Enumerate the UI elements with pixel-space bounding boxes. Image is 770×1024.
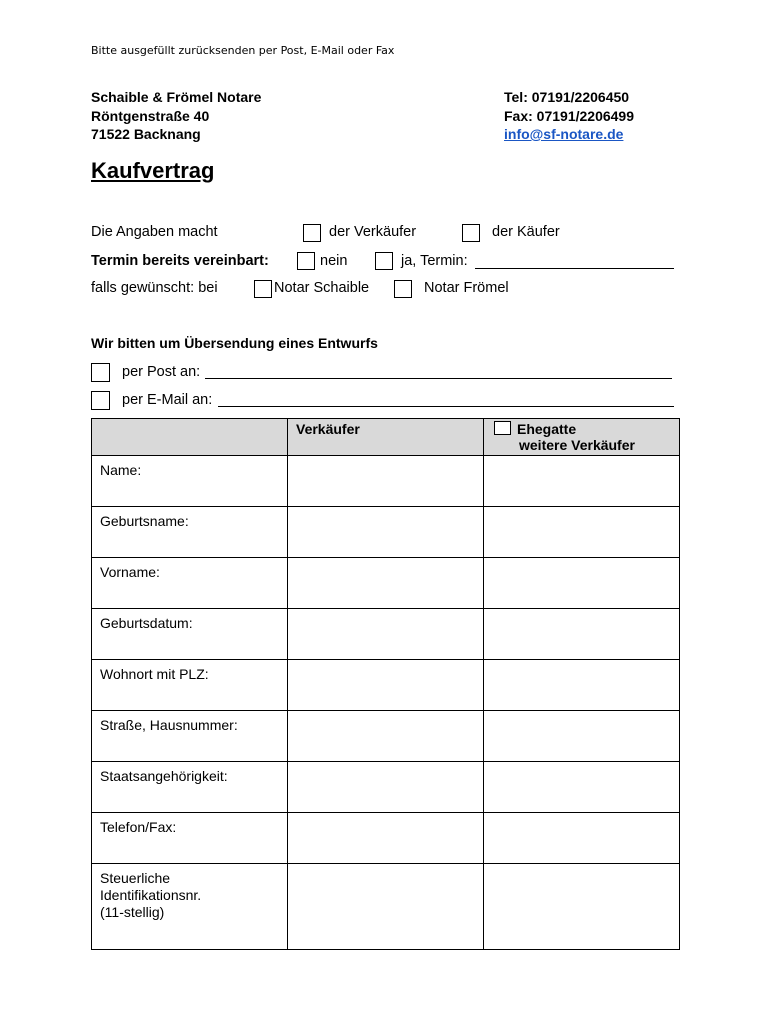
row-label: Wohnort mit PLZ: [92, 660, 288, 711]
header-spouse-line1: Ehegatte [517, 421, 577, 437]
angaben-label: Die Angaben macht [91, 224, 218, 240]
row-label: Telefon/Fax: [92, 813, 288, 864]
entwurf-heading: Wir bitten um Übersendung eines Entwurfs [91, 335, 378, 351]
seller-input-cell[interactable] [288, 507, 484, 558]
notary-contact [504, 88, 634, 144]
seller-input-cell[interactable] [288, 558, 484, 609]
row-label: Vorname: [92, 558, 288, 609]
checkbox-per-post[interactable] [91, 363, 110, 382]
checkbox-ehegatte[interactable] [494, 421, 511, 435]
notar-froemel-label: Notar Frömel [424, 280, 509, 296]
table-row [92, 711, 680, 762]
seller-input-cell[interactable] [288, 711, 484, 762]
termin-ja-label: ja, Termin: [401, 253, 468, 269]
table-row [92, 762, 680, 813]
termin-date-line[interactable] [475, 268, 674, 269]
per-post-line[interactable] [205, 378, 672, 379]
table-row [92, 813, 680, 864]
checkbox-verkaeufer[interactable] [303, 224, 321, 242]
tax-id-label-line3: (11-stellig) [100, 904, 165, 920]
option-kaeufer-label: der Käufer [492, 224, 560, 240]
seller-input-cell[interactable] [288, 813, 484, 864]
page-title: Kaufvertrag [91, 158, 215, 183]
seller-input-cell[interactable] [288, 762, 484, 813]
table-row [92, 507, 680, 558]
termin-nein-label: nein [320, 253, 348, 269]
spouse-input-cell[interactable] [484, 864, 680, 950]
table-row [92, 660, 680, 711]
table-header-row [92, 419, 680, 456]
contact-fax: Fax: 07191/2206499 [504, 107, 634, 124]
instruction-note: Bitte ausgefüllt zurücksenden per Post, E-Mail oder Fax [91, 44, 395, 57]
checkbox-per-email[interactable] [91, 391, 110, 410]
checkbox-kaeufer[interactable] [462, 224, 480, 242]
per-email-label: per E-Mail an: [122, 392, 213, 408]
seller-input-cell[interactable] [288, 609, 484, 660]
spouse-input-cell[interactable] [484, 456, 680, 507]
row-label: Name: [92, 456, 288, 507]
contact-tel: Tel: 07191/2206450 [504, 89, 630, 105]
spouse-input-cell[interactable] [484, 711, 680, 762]
seller-input-cell[interactable] [288, 660, 484, 711]
option-verkaeufer-label: der Verkäufer [329, 224, 417, 240]
seller-input-cell[interactable] [288, 456, 484, 507]
spouse-input-cell[interactable] [484, 660, 680, 711]
address-name: Schaible & Frömel Notare [91, 89, 262, 105]
spouse-input-cell[interactable] [484, 813, 680, 864]
address-street: Röntgenstraße 40 [91, 107, 210, 124]
header-spouse-line2: weitere Verkäufer [519, 437, 635, 453]
header-seller: Verkäufer [288, 419, 484, 456]
header-empty-cell [92, 419, 288, 456]
row-label: Geburtsdatum: [92, 609, 288, 660]
spouse-input-cell[interactable] [484, 507, 680, 558]
table-row [92, 558, 680, 609]
notar-label: falls gewünscht: bei [91, 280, 218, 296]
checkbox-termin-ja[interactable] [375, 252, 393, 270]
checkbox-notar-froemel[interactable] [394, 280, 412, 298]
table-row [92, 456, 680, 507]
tax-id-label-line2: Identifikationsnr. [100, 887, 202, 903]
row-label [92, 864, 288, 950]
table-row [92, 609, 680, 660]
tax-id-label-line1: Steuerliche [100, 870, 171, 886]
per-post-label: per Post an: [122, 364, 201, 380]
address-city: 71522 Backnang [91, 126, 201, 142]
header-spouse [484, 419, 680, 456]
notary-address [91, 88, 261, 144]
seller-input-cell[interactable] [288, 864, 484, 950]
spouse-input-cell[interactable] [484, 762, 680, 813]
checkbox-termin-nein[interactable] [297, 252, 315, 270]
per-email-line[interactable] [218, 406, 674, 407]
spouse-input-cell[interactable] [484, 558, 680, 609]
termin-label: Termin bereits vereinbart: [91, 253, 269, 269]
row-label: Staatsangehörigkeit: [92, 762, 288, 813]
checkbox-notar-schaible[interactable] [254, 280, 272, 298]
notar-schaible-label: Notar Schaible [274, 280, 370, 296]
seller-data-table [91, 418, 680, 950]
spouse-input-cell[interactable] [484, 609, 680, 660]
table-row [92, 864, 680, 950]
contact-email-link[interactable]: info@sf-notare.de [504, 126, 624, 142]
row-label: Straße, Hausnummer: [92, 711, 288, 762]
row-label: Geburtsname: [92, 507, 288, 558]
